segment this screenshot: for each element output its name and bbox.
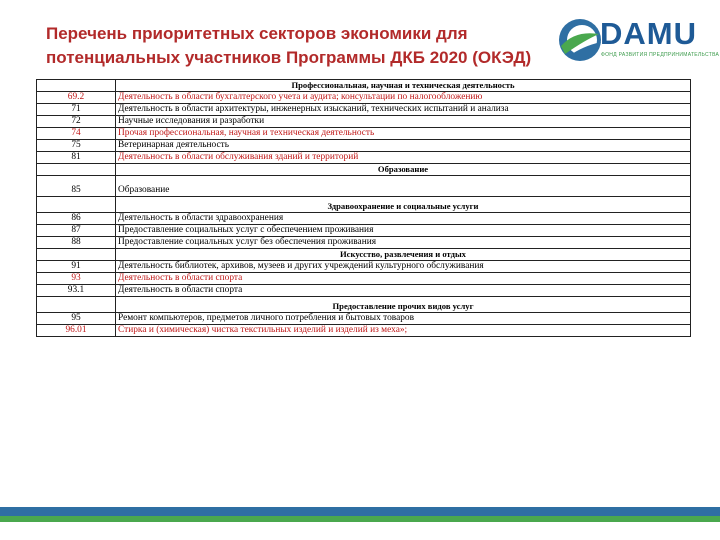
okved-code: 95	[37, 313, 116, 325]
section-heading: Здравоохранение и социальные услуги	[116, 197, 691, 213]
okved-code: 71	[37, 104, 116, 116]
okved-code: 72	[37, 116, 116, 128]
okved-description: Деятельность библиотек, архивов, музеев и других учреждений культурного обслуживания	[116, 261, 691, 273]
table-row	[37, 92, 691, 104]
okved-code: 81	[37, 152, 116, 164]
section-heading-row	[37, 80, 691, 92]
logo-wordmark: DAMU	[600, 16, 697, 51]
okved-code: 85	[37, 176, 116, 197]
table-row	[37, 116, 691, 128]
table-row	[37, 313, 691, 325]
okved-description: Ремонт компьютеров, предметов личного потребления и бытовых товаров	[116, 313, 691, 325]
okved-code: 87	[37, 225, 116, 237]
okved-code: 75	[37, 140, 116, 152]
okved-description: Предоставление социальных услуг с обеспечением проживания	[116, 225, 691, 237]
okved-code: 91	[37, 261, 116, 273]
okved-code: 69.2	[37, 92, 116, 104]
section-heading-row	[37, 164, 691, 176]
okved-code: 86	[37, 213, 116, 225]
table-row	[37, 325, 691, 337]
section-heading-row	[37, 297, 691, 313]
okved-description: Стирка и (химическая) чистка текстильных изделий и изделий из меха»;	[116, 325, 691, 337]
table-row	[37, 273, 691, 285]
table-row	[37, 152, 691, 164]
okved-description: Образование	[116, 176, 691, 197]
table-row	[37, 213, 691, 225]
okved-sectors-table	[36, 79, 691, 337]
table-row	[37, 285, 691, 297]
okved-code: 93.1	[37, 285, 116, 297]
okved-description: Прочая профессиональная, научная и техническая деятельность	[116, 128, 691, 140]
logo-subtitle: ФОНД РАЗВИТИЯ ПРЕДПРИНИМАТЕЛЬСТВА	[601, 52, 720, 58]
table-row	[37, 104, 691, 116]
okved-description: Предоставление социальных услуг без обеспечения проживания	[116, 237, 691, 249]
footer-stripe-green	[0, 516, 720, 522]
section-heading-row	[37, 249, 691, 261]
page-title	[46, 22, 566, 70]
okved-description: Деятельность в области спорта	[116, 285, 691, 297]
table-row	[37, 225, 691, 237]
okved-description: Деятельность в области здравоохранения	[116, 213, 691, 225]
okved-description: Деятельность в области спорта	[116, 273, 691, 285]
okved-code: 88	[37, 237, 116, 249]
page-title-line-2: потенциальных участников Программы ДКБ 2020 (ОКЭД)	[46, 48, 532, 67]
table-row	[37, 176, 691, 197]
okved-description: Научные исследования и разработки	[116, 116, 691, 128]
table-row	[37, 128, 691, 140]
table-row	[37, 237, 691, 249]
page-title-line-1: Перечень приоритетных секторов экономики для	[46, 24, 468, 43]
okved-code: 74	[37, 128, 116, 140]
section-heading: Предоставление прочих видов услуг	[116, 297, 691, 313]
section-heading: Искусство, развлечения и отдых	[116, 249, 691, 261]
section-heading-row	[37, 197, 691, 213]
okved-description: Ветеринарная деятельность	[116, 140, 691, 152]
footer-stripe-blue	[0, 507, 720, 516]
section-heading: Профессиональная, научная и техническая деятельность	[116, 80, 691, 92]
okved-description: Деятельность в области обслуживания зданий и территорий	[116, 152, 691, 164]
table-row	[37, 261, 691, 273]
section-heading: Образование	[116, 164, 691, 176]
okved-description: Деятельность в области бухгалтерского учета и аудита; консультации по налогообложению	[116, 92, 691, 104]
okved-code: 96.01	[37, 325, 116, 337]
okved-description: Деятельность в области архитектуры, инженерных изысканий, технических испытаний и анализа	[116, 104, 691, 116]
table-row	[37, 140, 691, 152]
okved-code: 93	[37, 273, 116, 285]
